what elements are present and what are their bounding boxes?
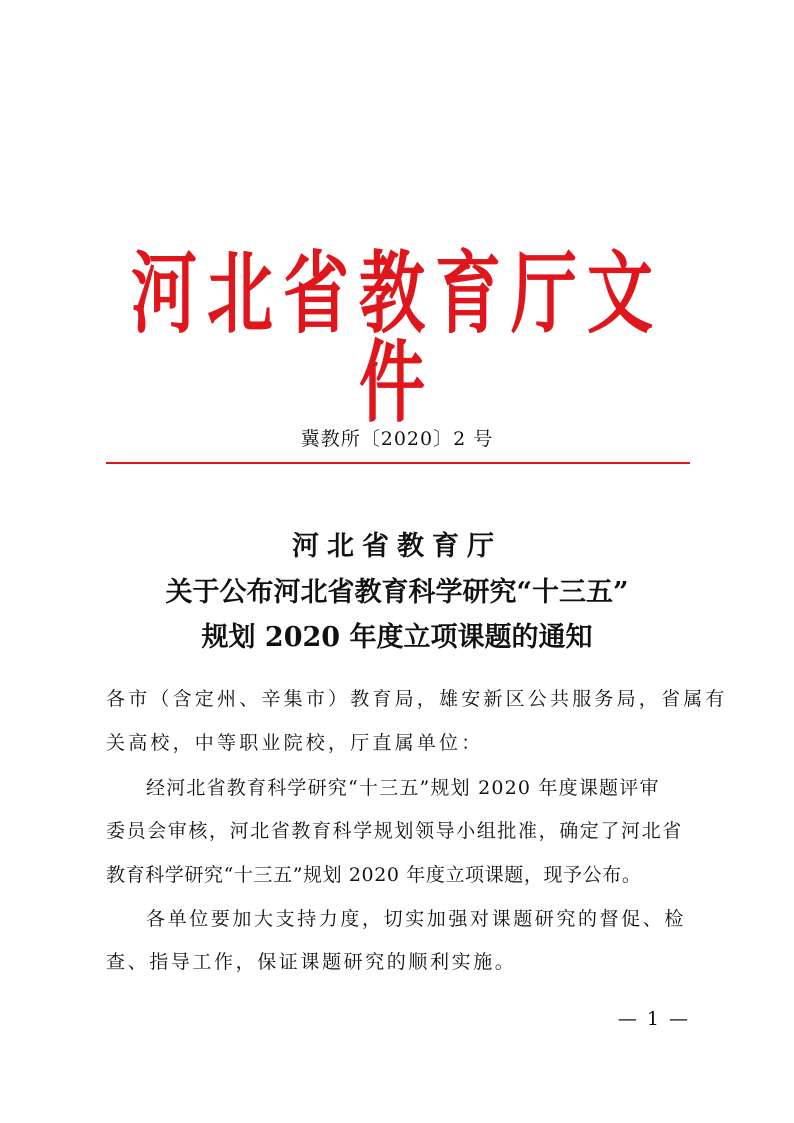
paragraph-1-line-3: 教育科学研究“十三五”规划 2020 年度立项课题，现予公布。 xyxy=(106,864,642,886)
addressee-line-1: 各市（含定州、辛集市）教育局，雄安新区公共服务局，省属有 xyxy=(106,688,728,710)
title-line-3: 规划 2020 年度立项课题的通知 xyxy=(201,622,593,653)
document-masthead: 河北省教育厅文件 xyxy=(131,241,663,435)
page-number: — 1 — xyxy=(617,1008,690,1030)
paragraph-1-line-1: 经河北省教育科学研究“十三五”规划 2020 年度课题评审 xyxy=(146,777,660,799)
title-line-1: 河北省教育厅 xyxy=(292,531,502,562)
title-line-2: 关于公布河北省教育科学研究“十三五” xyxy=(165,577,629,608)
paragraph-2-line-2: 查、指导工作，保证课题研究的顺利实施。 xyxy=(106,951,517,973)
paragraph-2-line-1: 各单位要加大支持力度，切实加强对课题研究的督促、检 xyxy=(146,908,687,930)
addressee-line-2: 关高校，中等职业院校，厅直属单位： xyxy=(106,732,484,754)
document-number: 冀教所〔2020〕2 号 xyxy=(300,428,494,450)
paragraph-1-line-2: 委员会审核，河北省教育科学规划领导小组批准，确定了河北省 xyxy=(106,820,683,842)
red-divider-line xyxy=(106,462,690,464)
